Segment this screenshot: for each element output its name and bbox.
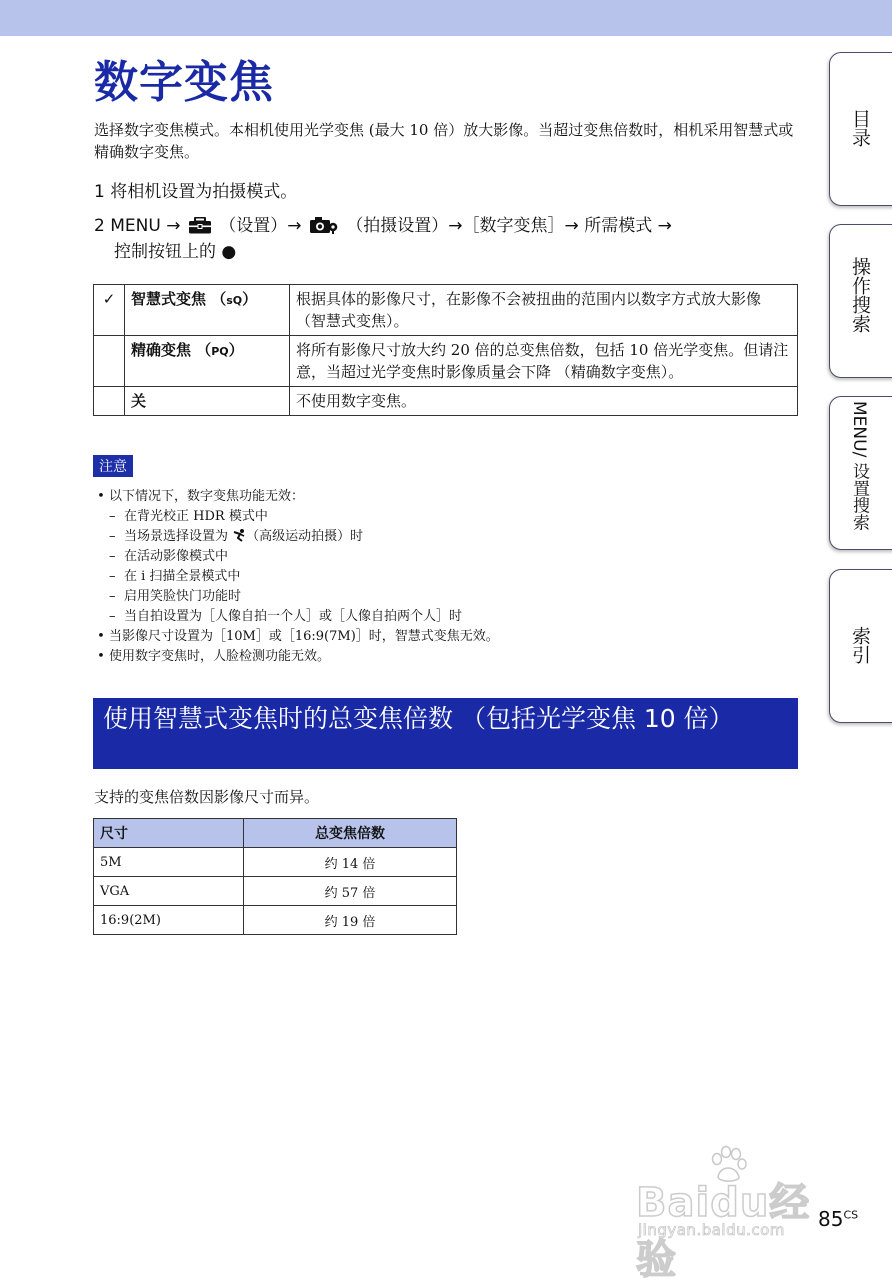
mode-name: [125, 387, 290, 416]
note-text: 启用笑脸快门功能时: [124, 589, 242, 604]
watermark-url: jingyan.baidu.com: [638, 1221, 785, 1239]
tab-contents[interactable]: [829, 52, 892, 206]
tab-label: 索引: [849, 626, 871, 664]
tab-label: 目录: [849, 109, 871, 147]
table-row: [94, 387, 798, 416]
note-text: 在 i 扫描全景模式中: [124, 569, 241, 584]
page-number: [818, 1207, 858, 1231]
list-item: – 在 i 扫描全景模式中: [109, 569, 241, 584]
default-check-icon: ✓: [94, 285, 125, 336]
list-item: • 使用数字变焦时，人脸检测功能无效。: [97, 649, 331, 664]
list-item: – 在活动影像模式中: [109, 549, 229, 564]
table-cell: 约 14 倍: [244, 848, 457, 877]
intro-text: 选择数字变焦模式。本相机使用光学变焦 (最大 10 倍）放大影像。当超过变焦倍数时，相机采用智慧式或精确数字变焦。: [94, 121, 794, 161]
watermark: [636, 1145, 836, 1283]
step-1: 1 将相机设置为拍摄模式。: [94, 182, 298, 202]
tab-label: 操作搜索: [849, 257, 871, 333]
table-cell: 5M: [94, 848, 244, 877]
mode-name: [125, 336, 290, 387]
table-row: [94, 848, 457, 877]
table-cell: 约 57 倍: [244, 877, 457, 906]
camera-settings-icon: [309, 216, 339, 234]
page-number-value: 85: [818, 1207, 844, 1231]
tab-menu-settings-search[interactable]: [829, 396, 892, 550]
step-2-part-a: 2 MENU →: [94, 216, 181, 236]
note-text: 使用数字变焦时，人脸检测功能无效。: [109, 649, 331, 664]
table-row: [94, 906, 457, 935]
zoom-mode-table: [93, 284, 798, 416]
zoom-ratio-table: [93, 818, 457, 935]
column-header: 尺寸: [94, 819, 244, 848]
table-row: [94, 336, 798, 387]
mode-name: [125, 285, 290, 336]
note-text: 在活动影像模式中: [124, 549, 229, 564]
mode-description: 将所有影像尺寸放大约 20 倍的总变焦倍数，包括 10 倍光学变焦。但请注意，当超过光学变焦时影像质量会下降 （精确数字变焦）。: [290, 336, 798, 387]
list-item: – 在背光校正 HDR 模式中: [109, 509, 268, 524]
top-banner: [0, 0, 892, 36]
watermark-logo: Baidu经验: [636, 1180, 811, 1283]
mode-mark: [94, 336, 125, 387]
mode-label: 精确变焦 （: [131, 341, 212, 359]
smart-zoom-icon: sQ: [226, 294, 243, 307]
section-intro: 支持的变焦倍数因影像尺寸而异。: [94, 788, 320, 806]
page-title: 数字变焦: [94, 57, 274, 108]
table-cell: VGA: [94, 877, 244, 906]
notes-list: [93, 487, 499, 667]
note-text: 以下情况下，数字变焦功能无效：: [109, 489, 305, 504]
mode-description: 不使用数字变焦。: [290, 387, 798, 416]
mode-description: 根据具体的影像尺寸，在影像不会被扭曲的范围内以数字方式放大影像 （智慧式变焦）。: [290, 285, 798, 336]
toolbox-icon: [188, 217, 212, 234]
step-2-part-c: （拍摄设置）→［数字变焦］→ 所需模式 →: [346, 216, 672, 236]
step-2-part-d: 控制按钮上的 ●: [114, 242, 237, 262]
note-text: 当场景选择设置为: [124, 529, 229, 544]
mode-label: 关: [131, 392, 147, 410]
list-item: – 当自拍设置为［人像自拍一个人］或［人像自拍两个人］时: [109, 609, 463, 624]
note-text: （高级运动拍摄）时: [246, 529, 364, 544]
tab-index[interactable]: [829, 569, 892, 723]
section-title: 使用智慧式变焦时的总变焦倍数 （包括光学变焦 10 倍）: [103, 704, 734, 733]
table-cell: 约 19 倍: [244, 906, 457, 935]
column-header: 总变焦倍数: [244, 819, 457, 848]
mode-label-close: ）: [242, 290, 258, 308]
mode-label-close: ）: [228, 341, 244, 359]
sports-scene-icon: [232, 528, 246, 542]
table-header-row: [94, 819, 457, 848]
mode-label: 智慧式变焦 （: [131, 290, 227, 308]
list-item: – 当场景选择设置为 （高级运动拍摄）时: [109, 529, 364, 544]
note-text: 当自拍设置为［人像自拍一个人］或［人像自拍两个人］时: [124, 609, 463, 624]
step-2: [94, 213, 804, 265]
tab-operation-search[interactable]: [829, 224, 892, 378]
tab-label: MENU/ 设置搜索: [849, 401, 869, 531]
note-text: 在背光校正 HDR 模式中: [124, 509, 268, 524]
mode-mark: [94, 387, 125, 416]
table-cell: 16:9(2M): [94, 906, 244, 935]
note-label: 注意: [93, 455, 133, 477]
step-2-part-b: （设置）→: [219, 216, 302, 236]
list-item: – 启用笑脸快门功能时: [109, 589, 242, 604]
page-suffix: CS: [843, 1208, 859, 1222]
table-row: [94, 285, 798, 336]
list-item: • 当影像尺寸设置为［10M］或［16:9(7M)］时，智慧式变焦无效。: [97, 629, 499, 644]
precision-zoom-icon: PQ: [211, 345, 229, 358]
table-row: [94, 877, 457, 906]
note-text: 当影像尺寸设置为［10M］或［16:9(7M)］时，智慧式变焦无效。: [109, 629, 499, 644]
list-item: • 以下情况下，数字变焦功能无效：: [97, 489, 305, 504]
section-header: [93, 698, 798, 769]
